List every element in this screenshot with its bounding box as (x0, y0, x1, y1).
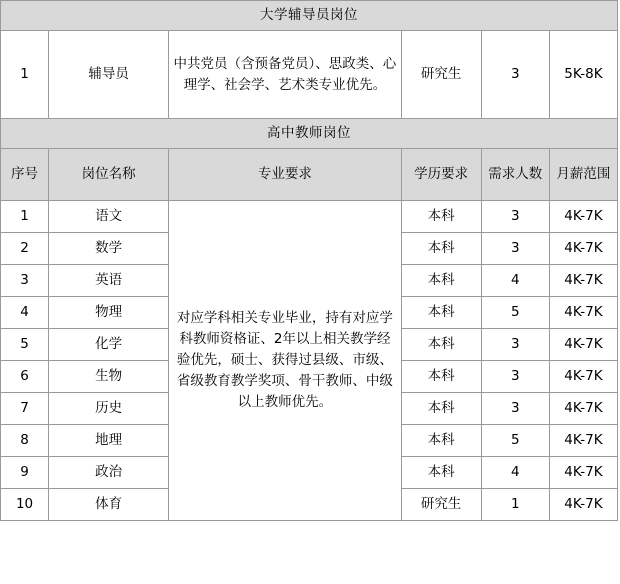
cell-education: 本科 (401, 329, 481, 361)
cell-count: 5 (481, 425, 549, 457)
cell-count: 4 (481, 457, 549, 489)
cell-education: 本科 (401, 297, 481, 329)
cell-salary: 5K-8K (549, 31, 617, 119)
cell-education: 本科 (401, 201, 481, 233)
cell-position: 数学 (49, 233, 169, 265)
cell-position: 语文 (49, 201, 169, 233)
cell-position: 物理 (49, 297, 169, 329)
cell-major-merged: 对应学科相关专业毕业，持有对应学科教师资格证、2年以上相关教学经验优先，硕士、获得过县级、市级、省级教育教学奖项、骨干教师、中级以上教师优先。 (169, 201, 401, 521)
cell-seq: 1 (1, 201, 49, 233)
cell-salary: 4K-7K (549, 265, 617, 297)
cell-major: 中共党员（含预备党员）、思政类、心理学、社会学、艺术类专业优先。 (169, 31, 401, 119)
cell-count: 3 (481, 361, 549, 393)
column-header-row (1, 149, 618, 201)
cell-education: 研究生 (401, 31, 481, 119)
cell-position: 英语 (49, 265, 169, 297)
cell-education: 研究生 (401, 489, 481, 521)
section-header-row (1, 119, 618, 149)
cell-seq: 5 (1, 329, 49, 361)
cell-count: 3 (481, 201, 549, 233)
cell-count: 3 (481, 329, 549, 361)
cell-count: 4 (481, 265, 549, 297)
cell-seq: 1 (1, 31, 49, 119)
section-header-row (1, 1, 618, 31)
cell-education: 本科 (401, 425, 481, 457)
cell-salary: 4K-7K (549, 297, 617, 329)
column-header-education: 学历要求 (401, 149, 481, 201)
section-title-high-school-teacher: 高中教师岗位 (1, 119, 618, 149)
cell-count: 1 (481, 489, 549, 521)
cell-seq: 9 (1, 457, 49, 489)
cell-education: 本科 (401, 457, 481, 489)
cell-salary: 4K-7K (549, 425, 617, 457)
cell-salary: 4K-7K (549, 361, 617, 393)
column-header-count: 需求人数 (481, 149, 549, 201)
cell-position: 政治 (49, 457, 169, 489)
cell-salary: 4K-7K (549, 329, 617, 361)
cell-position: 化学 (49, 329, 169, 361)
column-header-salary: 月薪范围 (549, 149, 617, 201)
table-row (1, 31, 618, 119)
table-row (1, 201, 618, 233)
cell-seq: 6 (1, 361, 49, 393)
cell-seq: 4 (1, 297, 49, 329)
cell-seq: 3 (1, 265, 49, 297)
cell-salary: 4K-7K (549, 201, 617, 233)
column-header-seq: 序号 (1, 149, 49, 201)
cell-seq: 10 (1, 489, 49, 521)
cell-education: 本科 (401, 361, 481, 393)
cell-count: 3 (481, 31, 549, 119)
cell-position: 历史 (49, 393, 169, 425)
cell-count: 5 (481, 297, 549, 329)
cell-count: 3 (481, 233, 549, 265)
cell-position: 生物 (49, 361, 169, 393)
cell-salary: 4K-7K (549, 457, 617, 489)
cell-education: 本科 (401, 393, 481, 425)
cell-position: 体育 (49, 489, 169, 521)
cell-position: 辅导员 (49, 31, 169, 119)
cell-education: 本科 (401, 265, 481, 297)
cell-salary: 4K-7K (549, 233, 617, 265)
cell-position: 地理 (49, 425, 169, 457)
cell-seq: 2 (1, 233, 49, 265)
column-header-major: 专业要求 (169, 149, 401, 201)
section-title-university-counselor: 大学辅导员岗位 (1, 1, 618, 31)
cell-education: 本科 (401, 233, 481, 265)
cell-salary: 4K-7K (549, 489, 617, 521)
column-header-position: 岗位名称 (49, 149, 169, 201)
cell-seq: 7 (1, 393, 49, 425)
cell-seq: 8 (1, 425, 49, 457)
cell-count: 3 (481, 393, 549, 425)
cell-salary: 4K-7K (549, 393, 617, 425)
